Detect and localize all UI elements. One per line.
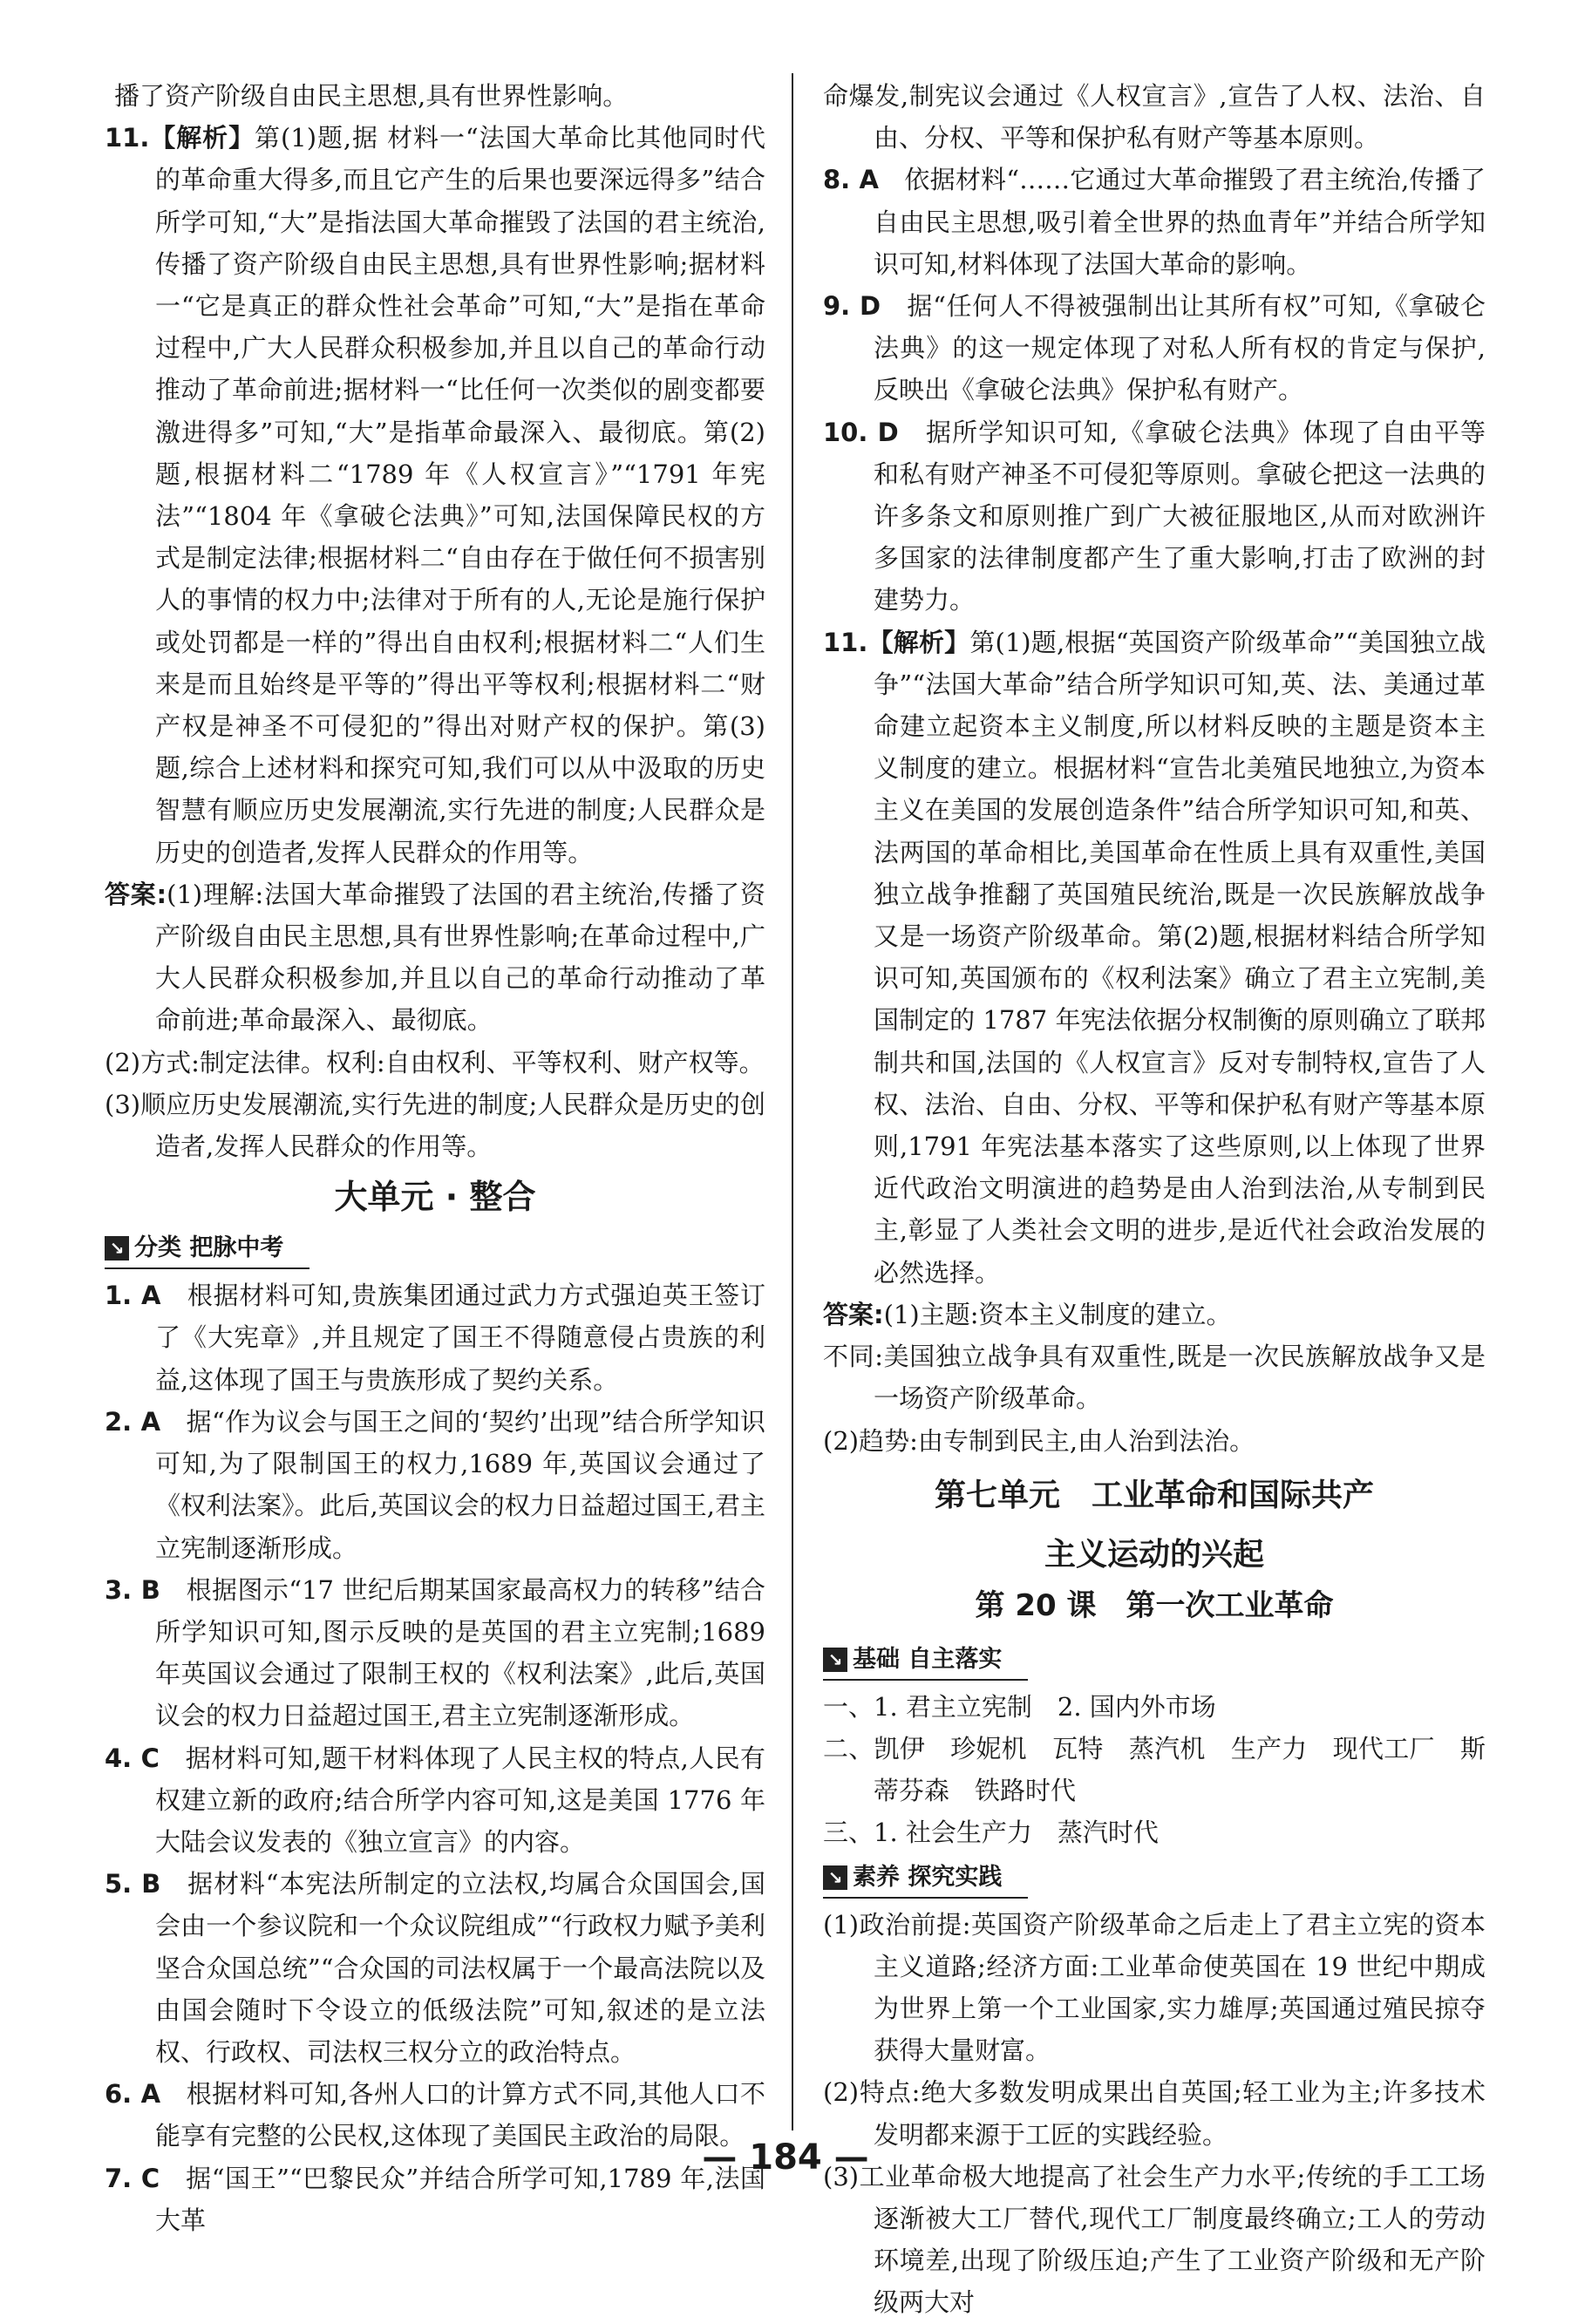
section-tag-practice: [823, 1860, 1028, 1899]
answer-label: 答案:: [823, 1299, 884, 1329]
item-5: [105, 1863, 765, 2073]
item-text: 根据材料可知,各州人口的计算方式不同,其他人口不能享有完整的公民权,这体现了美国民主政治的局限。: [155, 2079, 765, 2151]
right-column: [823, 75, 1486, 2324]
practice-3: (3)工业革命极大地提高了社会生产力水平;传统的手工工场逐渐被大工厂替代,现代工厂制度最终确立;工人的劳动环境差,出现了阶级压迫;产生了工业资产阶级和无产阶级两大对: [823, 2161, 1486, 2318]
item-text: 依据材料“……它通过大革命摧毁了君主统治,传播了自由民主思想,吸引着全世界的热血青年”并结合所学知识可知,材料体现了法国大革命的影响。: [874, 165, 1486, 279]
section-tag-label: 素养 探究实践: [853, 1863, 1003, 1891]
basics-line-2: 二、凯伊 珍妮机 瓦特 蒸汽机 生产力 现代工厂 斯蒂芬森 铁路时代: [823, 1733, 1486, 1806]
section-title: 大单元 · 整合: [334, 1178, 536, 1217]
arrow-corner-icon: ↘: [823, 1865, 847, 1890]
item-text: 根据图示“17 世纪后期某国家最高权力的转移”结合所学知识可知,图示反映的是英国的君主立宪制;1689 年英国议会通过了限制王权的《权利法案》,此后,英国议会的权力日益超过国王,君主立宪制逐渐形成。: [155, 1574, 765, 1731]
item-number: 6. A: [105, 2079, 161, 2110]
analysis-text: 第(1)题,根据“英国资产阶级革命”“美国独立战争”“法国大革命”结合所学知识可知,英、法、美通过革命建立起资本主义制度,所以材料反映的主题是资本主义制度的建立。根据材料“宣告北美殖民地独立,为资本主义在美国的发展创造条件”结合所学知识可知,和英、法两国的革命相比,美国革命在性质上具有双重性,美国独立战争推翻了英国殖民统治,既是一次民族解放战争又是一场资产阶级革命。第(2)题,根据材料结合所学知识可知,英国颁布的《权利法案》确立了君主立宪制,美国制定的 1787 年宪法依据分权制衡的原则确立了联邦制共和国,法国的《人权宣言》反对专制特权,宣告了人权、法治、自由、分权、平等和保护私有财产等基本原则,1791 年宪法基本落实了这些原则,以上体现了世界近代政治文明演进的趋势是由人治到法治,从专制到民主,彰显了人类社会文明的进步,是近代社会政治发展的必然选择。: [874, 627, 1486, 1288]
item-text: 根据材料可知,贵族集团通过武力方式强迫英王签订了《大宪章》,并且规定了国王不得随意侵占贵族的利益,这体现了国王与贵族形成了契约关系。: [155, 1281, 765, 1395]
item-number: 9. D: [823, 291, 881, 322]
answer-block: [823, 1294, 1486, 1335]
item-8: [823, 159, 1486, 285]
item-3: [105, 1569, 765, 1737]
arrow-corner-icon: ↘: [105, 1236, 129, 1261]
item-number: 7. C: [105, 2163, 160, 2193]
item-text: 据“国王”“巴黎民众”并结合所学可知,1789 年,法国大革: [155, 2163, 765, 2235]
unit-title-line-1: 第七单元 工业革命和国际共产: [934, 1477, 1374, 1513]
item-number: 1. A: [105, 1281, 161, 1311]
section-tag-classify: [105, 1231, 309, 1269]
practice-1: (1)政治前提:英国资产阶级革命之后走上了君主立宪的资本主义道路;经济方面:工业革命使英国在 19 世纪中期成为世界上第一个工业国家,实力雄厚;英国通过殖民掠夺获得大量财富。: [823, 1909, 1486, 2066]
answer-1: (1)理解:法国大革命摧毁了法国的君主统治,传播了资产阶级自由民主思想,具有世界性影响;在革命过程中,广大人民群众积极参加,并且以自己的革命行动推动了革命前进;革命最深入、最彻底。: [155, 879, 765, 1036]
question-11-analysis: [823, 622, 1486, 1294]
unit-title-line-2: 主义运动的兴起: [1044, 1536, 1264, 1573]
analysis-tag: 【解析】: [149, 123, 255, 153]
item-text: 据所学知识可知,《拿破仑法典》体现了自由平等和私有财产神圣不可侵犯等原则。拿破仑把这一法典的许多条文和原则推广到广大被征服地区,从而对欧洲许多国家的法律制度都产生了重大影响,打击了欧洲的封建势力。: [874, 417, 1486, 615]
item-number: 5. B: [105, 1869, 161, 1899]
lesson-title: 第 20 课 第一次工业革命: [975, 1587, 1334, 1623]
item-text: 据材料“本宪法所制定的立法权,均属合众国国会,国会由一个参议院和一个众议院组成”“行政权力赋予美利坚合众国总统”“合众国的司法权属于一个最高法院以及由国会随时下令设立的低级法院”可知,叙述的是立法权、行政权、司法权三权分立的政治特点。: [155, 1869, 765, 2067]
answer-label: 答案:: [105, 879, 167, 909]
continued-text: 命爆发,制宪议会通过《人权宣言》,宣告了人权、法治、自由、分权、平等和保护私有财产等基本原则。: [823, 81, 1486, 153]
analysis-text: 第(1)题,据 材料一“法国大革命比其他同时代的革命重大得多,而且它产生的后果也要深远得多”结合所学可知,“大”是指法国大革命摧毁了法国的君主统治,传播了资产阶级自由民主思想,具有世界性影响;据材料一“它是真正的群众性社会革命”可知,“大”是指在革命过程中,广大人民群众积极参加,并且以自己的革命行动推动了革命前进;据材料一“比任何一次类似的剧变都要激进得多”可知,“大”是指革命最深入、最彻底。第(2)题,根据材料二“1789 年《人权宣言》”“1791 年宪法”“1804 年《拿破仑法典》”可知,法国保障民权的方式是制定法律;根据材料二“自由存在于做任何不损害别人的事情的权力中;法律对于所有的人,无论是施行保护或处罚都是一样的”得出自由权利;根据材料二“人们生来是而且始终是平等的”得出平等权利;根据材料二“财产权是神圣不可侵犯的”得出对财产权的保护。第(3)题,综合上述材料和探究可知,我们可以从中汲取的历史智慧有顺应历史发展潮流,实行先进的制度;人民群众是历史的创造者,发挥人民群众的作用等。: [155, 123, 765, 867]
answer-2: (2)方式:制定法律。权利:自由权利、平等权利、财产权等。: [105, 1047, 765, 1077]
left-column: [105, 75, 765, 2241]
section-tag-label: 分类 把脉中考: [134, 1234, 284, 1262]
basics-line-3: 三、1. 社会生产力 蒸汽时代: [823, 1818, 1159, 1848]
question-11-analysis: [105, 117, 765, 873]
item-text: 据“任何人不得被强制出让其所有权”可知,《拿破仑法典》的这一规定体现了对私人所有权的肯定与保护,反映出《拿破仑法典》保护私有财产。: [874, 291, 1486, 405]
item-4: [105, 1737, 765, 1864]
answer-1: (1)主题:资本主义制度的建立。: [883, 1299, 1232, 1329]
item-number: 4. C: [105, 1743, 160, 1773]
item-number: 3. B: [105, 1574, 160, 1605]
answer-block: [105, 873, 765, 1042]
basics-line-1: 一、1. 君主立宪制 2. 国内外市场: [823, 1691, 1216, 1722]
item-number: 8. A: [823, 165, 879, 195]
continued-text: 播了资产阶级自由民主思想,具有世界性影响。: [114, 81, 629, 111]
answer-3: (3)顺应历史发展潮流,实行先进的制度;人民群众是历史的创造者,发挥人民群众的作用等。: [105, 1089, 765, 1162]
item-number: 10. D: [823, 417, 899, 447]
item-2: [105, 1401, 765, 1569]
page-number: — 184 —: [702, 2137, 869, 2178]
item-1: [105, 1274, 765, 1401]
column-divider: [792, 73, 793, 2130]
item-text: 据材料可知,题干材料体现了人民主权的特点,人民有权建立新的政府;结合所学内容可知,这是美国 1776 年大陆会议发表的《独立宣言》的内容。: [155, 1743, 766, 1857]
answer-2: (2)趋势:由专制到民主,由人治到法治。: [823, 1425, 1255, 1456]
answer-1b: 不同:美国独立战争具有双重性,既是一次民族解放战争又是一场资产阶级革命。: [823, 1342, 1486, 1414]
section-tag-label: 基础 自主落实: [853, 1645, 1003, 1673]
item-9: [823, 285, 1486, 411]
question-number: 11.: [105, 123, 150, 153]
practice-2: (2)特点:绝大多数发明成果出自英国;轻工业为主;许多技术发明都来源于工匠的实践经验。: [823, 2077, 1486, 2150]
item-10: [823, 411, 1486, 622]
arrow-corner-icon: ↘: [823, 1648, 847, 1672]
analysis-tag: 【解析】: [867, 627, 970, 657]
section-tag-basics: [823, 1642, 1028, 1681]
item-text: 据“作为议会与国王之间的‘契约’出现”结合所学知识可知,为了限制国王的权力,1689 年,英国议会通过了《权利法案》。此后,英国议会的权力日益超过国王,君主立宪制逐渐形成。: [155, 1406, 765, 1563]
question-number: 11.: [823, 627, 868, 657]
item-number: 2. A: [105, 1406, 161, 1437]
